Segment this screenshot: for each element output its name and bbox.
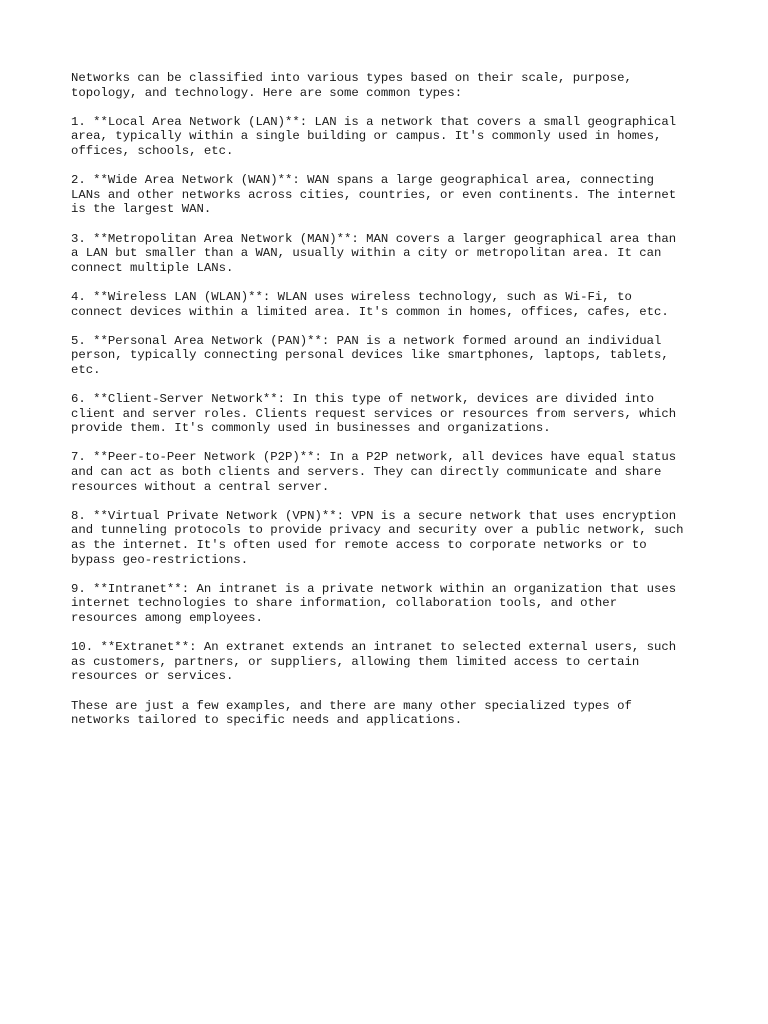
list-item-extranet: 10. **Extranet**: An extranet extends an intranet to selected external users, such as customers, partners, or suppliers, allowing them limited access to certain resources or services.	[71, 640, 677, 684]
list-item-man: 3. **Metropolitan Area Network (MAN)**: MAN covers a larger geographical area than a LAN but smaller than a WAN, usually within a city or metropolitan area. It can connect multiple LANs.	[71, 231, 677, 275]
list-item-wan: 2. **Wide Area Network (WAN)**: WAN spans a large geographical area, connecting LANs and other networks across cities, countries, or even continents. The internet is the largest WAN.	[71, 173, 677, 217]
list-item-pan: 5. **Personal Area Network (PAN)**: PAN is a network formed around an individual person, typically connecting personal devices like smartphones, laptops, tablets, etc.	[71, 333, 669, 377]
intro-paragraph: Networks can be classified into various types based on their scale, purpose, topology, and technology. Here are some common types:	[71, 71, 632, 100]
list-item-lan: 1. **Local Area Network (LAN)**: LAN is a network that covers a small geographical area, typically within a single building or campus. It's commonly used in homes, offices, schools, etc.	[71, 114, 677, 158]
closing-paragraph: These are just a few examples, and there are many other specialized types of networks tailored to specific needs and applications.	[71, 698, 632, 728]
document-body	[71, 71, 711, 742]
list-item-client-server: 6. **Client-Server Network**: In this type of network, devices are divided into client and server roles. Clients request services or resources from servers, which provide them. It's commonly used in businesses and organizations.	[71, 392, 677, 436]
list-item-vpn: 8. **Virtual Private Network (VPN)**: VPN is a secure network that uses encryption and tunneling protocols to provide privacy and security over a public network, such as the internet. It's often used for remote access to corporate networks or to bypass geo-restrictions.	[71, 508, 684, 567]
list-item-wlan: 4. **Wireless LAN (WLAN)**: WLAN uses wireless technology, such as Wi-Fi, to connect devices within a limited area. It's common in homes, offices, cafes, etc.	[71, 289, 669, 319]
list-item-intranet: 9. **Intranet**: An intranet is a private network within an organization that uses internet technologies to share information, collaboration tools, and other resources among employees.	[71, 581, 677, 625]
list-item-p2p: 7. **Peer-to-Peer Network (P2P)**: In a P2P network, all devices have equal status and can act as both clients and servers. They can directly communicate and share resources without a central server.	[71, 450, 677, 494]
